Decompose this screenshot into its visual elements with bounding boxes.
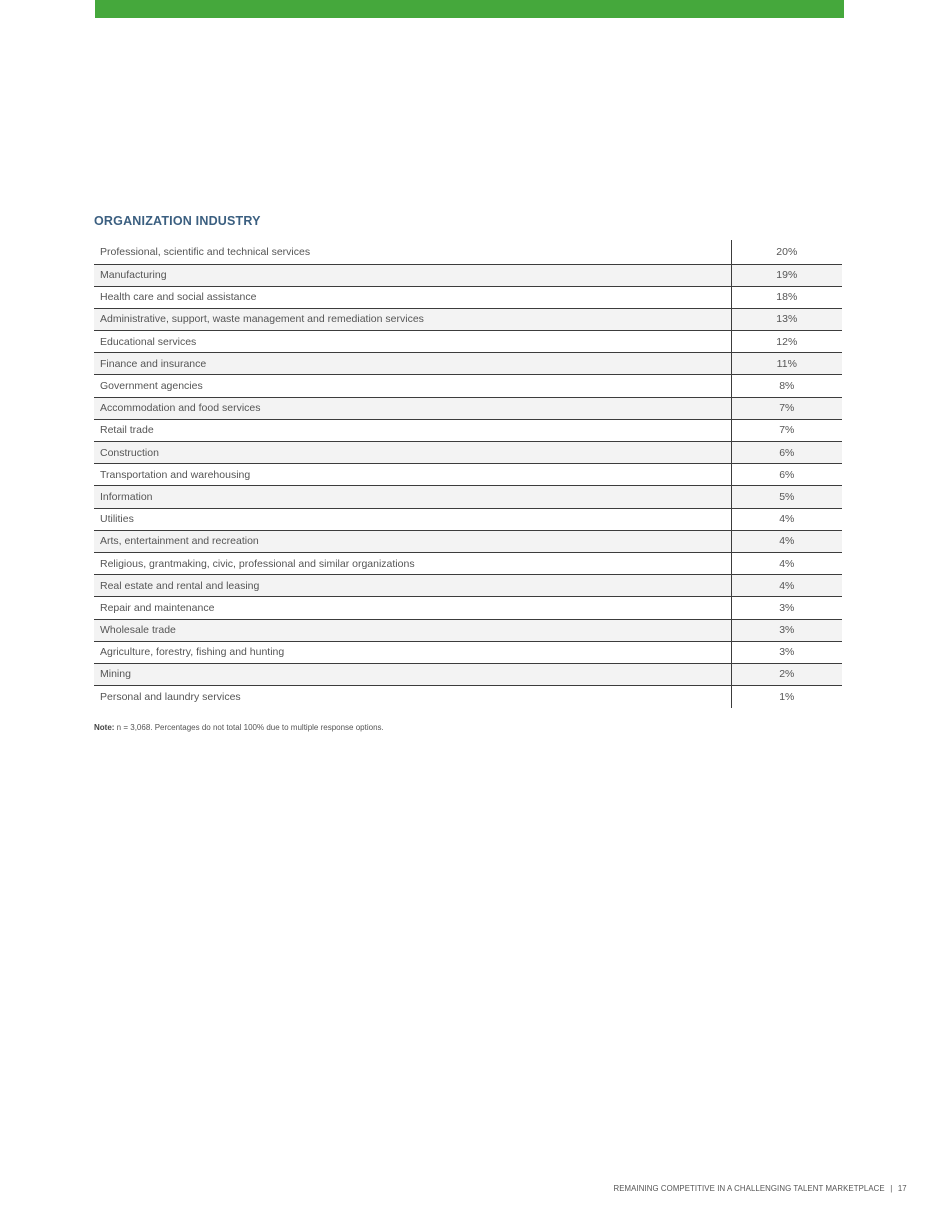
industry-label: Religious, grantmaking, civic, professional and similar organizations xyxy=(94,552,731,574)
industry-label: Repair and maintenance xyxy=(94,597,731,619)
table-row xyxy=(94,308,842,330)
table-row xyxy=(94,397,842,419)
industry-percentage: 11% xyxy=(731,353,842,375)
industry-percentage: 3% xyxy=(731,619,842,641)
table-row xyxy=(94,641,842,663)
table-row xyxy=(94,419,842,441)
table-row xyxy=(94,508,842,530)
industry-label: Finance and insurance xyxy=(94,353,731,375)
top-accent-bar xyxy=(95,0,844,18)
table-row xyxy=(94,597,842,619)
note-label: Note: xyxy=(94,723,115,732)
industry-label: Health care and social assistance xyxy=(94,286,731,308)
industry-table xyxy=(94,240,842,708)
table-row xyxy=(94,486,842,508)
industry-label: Arts, entertainment and recreation xyxy=(94,530,731,552)
table-row xyxy=(94,686,842,708)
industry-percentage: 7% xyxy=(731,397,842,419)
footer-title: REMAINING COMPETITIVE IN A CHALLENGING TALENT MARKETPLACE xyxy=(613,1183,885,1193)
industry-label: Wholesale trade xyxy=(94,619,731,641)
industry-label: Utilities xyxy=(94,508,731,530)
industry-percentage: 1% xyxy=(731,686,842,708)
table-row xyxy=(94,286,842,308)
industry-label: Construction xyxy=(94,442,731,464)
industry-percentage: 6% xyxy=(731,464,842,486)
table-row xyxy=(94,264,842,286)
industry-label: Mining xyxy=(94,663,731,685)
table-row xyxy=(94,442,842,464)
table-row xyxy=(94,619,842,641)
industry-percentage: 19% xyxy=(731,264,842,286)
table-row xyxy=(94,575,842,597)
industry-percentage: 7% xyxy=(731,419,842,441)
table-row xyxy=(94,530,842,552)
industry-label: Transportation and warehousing xyxy=(94,464,731,486)
industry-percentage: 20% xyxy=(731,240,842,264)
page-footer xyxy=(614,1183,907,1193)
industry-label: Personal and laundry services xyxy=(100,690,241,703)
table-row xyxy=(94,353,842,375)
industry-label: Real estate and rental and leasing xyxy=(94,575,731,597)
note xyxy=(94,723,384,732)
industry-label: Professional, scientific and technical services xyxy=(94,240,731,264)
industry-label: Agriculture, forestry, fishing and hunting xyxy=(94,641,731,663)
table-row xyxy=(94,240,842,264)
table-row xyxy=(94,552,842,574)
industry-percentage: 12% xyxy=(731,331,842,353)
table-body xyxy=(94,240,842,708)
table-row xyxy=(94,375,842,397)
industry-label: Administrative, support, waste management and remediation services xyxy=(94,308,731,330)
industry-percentage: 4% xyxy=(731,552,842,574)
industry-label: Accommodation and food services xyxy=(94,397,731,419)
table-row xyxy=(94,464,842,486)
industry-percentage: 6% xyxy=(731,442,842,464)
industry-percentage: 4% xyxy=(731,530,842,552)
industry-label: Retail trade xyxy=(94,419,731,441)
industry-percentage: 4% xyxy=(731,575,842,597)
table-row xyxy=(94,331,842,353)
industry-label: Educational services xyxy=(94,331,731,353)
section-title: ORGANIZATION INDUSTRY xyxy=(94,214,261,228)
industry-percentage: 2% xyxy=(731,663,842,685)
industry-label: Government agencies xyxy=(94,375,731,397)
industry-label: Information xyxy=(94,486,731,508)
industry-percentage: 8% xyxy=(731,375,842,397)
industry-percentage: 3% xyxy=(731,597,842,619)
table-row xyxy=(94,663,842,685)
industry-percentage: 18% xyxy=(731,286,842,308)
page-number: 17 xyxy=(898,1183,907,1193)
industry-percentage: 5% xyxy=(731,486,842,508)
footer-separator: | xyxy=(890,1183,893,1193)
industry-label: Manufacturing xyxy=(94,264,731,286)
industry-percentage: 13% xyxy=(731,308,842,330)
industry-percentage: 4% xyxy=(731,508,842,530)
note-text: n = 3,068. Percentages do not total 100% due to multiple response options. xyxy=(114,723,384,732)
industry-percentage: 3% xyxy=(731,641,842,663)
